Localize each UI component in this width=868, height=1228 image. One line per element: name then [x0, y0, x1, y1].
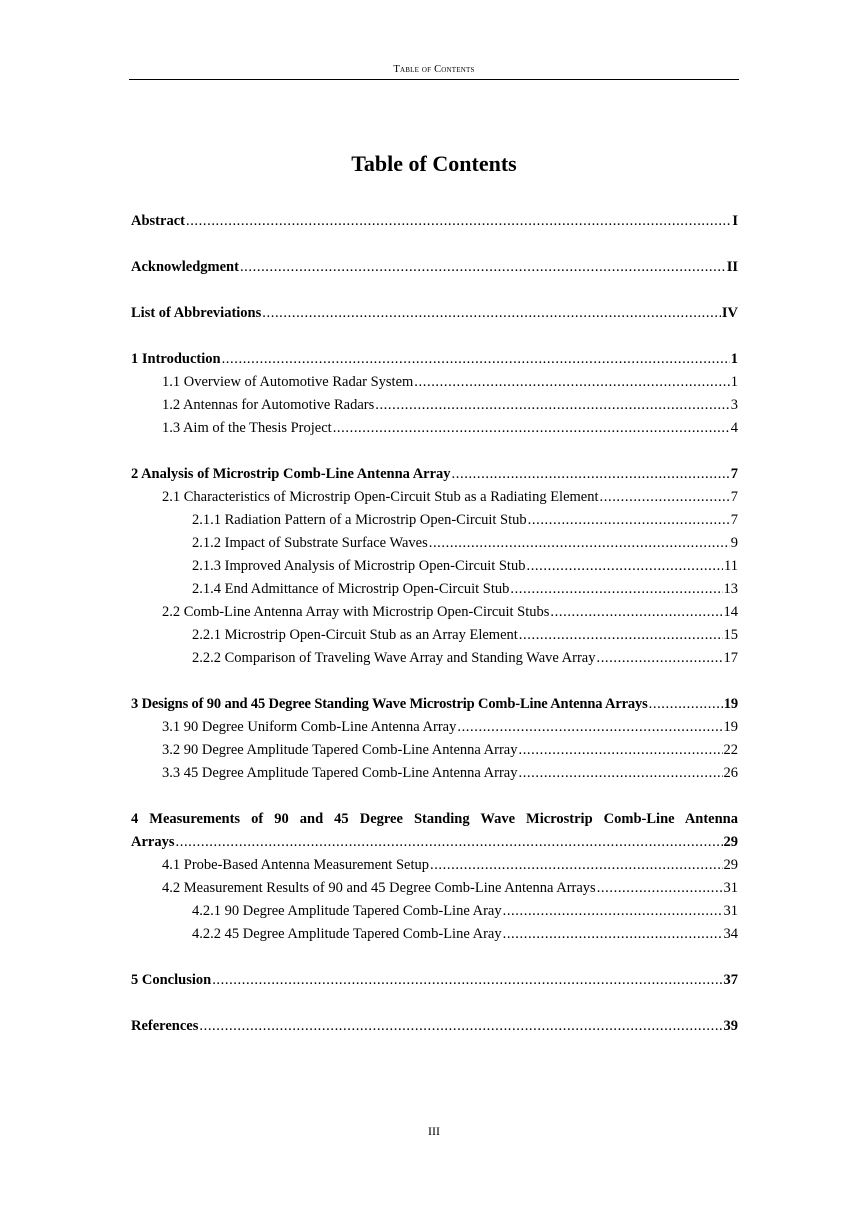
leader-dots: [503, 900, 723, 923]
leader-dots: [518, 762, 722, 785]
toc-entry-2-1[interactable]: [131, 486, 738, 509]
leader-dots: [199, 1015, 722, 1038]
toc-entry-page: 29: [723, 834, 738, 850]
spacer: [131, 279, 738, 302]
page-number: III: [428, 1124, 440, 1138]
leader-dots: [414, 371, 729, 394]
toc-entry-3-2[interactable]: [131, 739, 738, 762]
toc-entry-title: 3.1 90 Degree Uniform Comb-Line Antenna Array: [162, 719, 457, 735]
leader-dots: [526, 555, 723, 578]
leader-dots: [212, 969, 722, 992]
toc-entry-page: 39: [723, 1018, 738, 1034]
toc-entry-page: 4: [730, 420, 738, 436]
toc-entry-chapter-2[interactable]: [131, 463, 738, 486]
toc-entry-3-1[interactable]: [131, 716, 738, 739]
toc-entry-2-1-2[interactable]: [131, 532, 738, 555]
toc-entry-references[interactable]: [131, 1015, 738, 1038]
leader-dots: [186, 210, 731, 233]
toc-entry-chapter-4[interactable]: [131, 831, 738, 854]
leader-dots: [503, 923, 723, 946]
toc-entry-acknowledgment[interactable]: [131, 256, 738, 279]
toc-entry-chapter-1[interactable]: [131, 348, 738, 371]
toc-entry-page: 29: [723, 857, 738, 873]
leader-dots: [528, 509, 730, 532]
leader-dots: [240, 256, 726, 279]
spacer: [131, 670, 738, 693]
spacer: [131, 325, 738, 348]
leader-dots: [518, 739, 722, 762]
toc-entry-title: Acknowledgment: [131, 259, 239, 275]
toc-entry-title: 3.3 45 Degree Amplitude Tapered Comb-Line Antenna Array: [162, 765, 518, 781]
toc-entry-4-2-2[interactable]: [131, 923, 738, 946]
toc-entry-1-2[interactable]: [131, 394, 738, 417]
leader-dots: [596, 647, 722, 670]
leader-dots: [597, 877, 723, 900]
spacer: [131, 946, 738, 969]
toc-entry-title: Arrays: [131, 834, 175, 850]
toc-entry-page: I: [732, 213, 738, 229]
toc-entry-page: 19: [723, 696, 738, 712]
leader-dots: [452, 463, 730, 486]
leader-dots: [519, 624, 723, 647]
toc-entry-3-3[interactable]: [131, 762, 738, 785]
toc-entry-title: References: [131, 1018, 199, 1034]
leader-dots: [550, 601, 722, 624]
toc-entry-4-2[interactable]: [131, 877, 738, 900]
leader-dots: [262, 302, 721, 325]
leader-dots: [375, 394, 730, 417]
toc-entry-title: 2 Analysis of Microstrip Comb-Line Antenna Array: [131, 466, 451, 482]
toc-entry-title: Abstract: [131, 213, 185, 229]
toc-entry-page: IV: [721, 305, 738, 321]
toc-entry-page: 3: [730, 397, 738, 413]
toc-entry-page: 31: [723, 880, 738, 896]
toc-entry-abbreviations[interactable]: [131, 302, 738, 325]
toc-entry-title: 2.1.1 Radiation Pattern of a Microstrip Open-Circuit Stub: [192, 512, 527, 528]
toc-entry-title: 1.2 Antennas for Automotive Radars: [162, 397, 375, 413]
toc-entry-2-1-4[interactable]: [131, 578, 738, 601]
toc-entry-title: 4 Measurements of 90 and 45 Degree Standing Wave Microstrip Comb-Line Antenna: [131, 811, 738, 827]
toc-entry-page: 7: [730, 466, 738, 482]
toc-entry-page: 19: [723, 719, 738, 735]
toc-entry-2-1-3[interactable]: [131, 555, 738, 578]
toc-entry-page: 1: [730, 351, 738, 367]
toc-entry-page: 26: [723, 765, 738, 781]
toc-entry-page: 7: [730, 489, 738, 505]
toc-entry-title: 3.2 90 Degree Amplitude Tapered Comb-Line Antenna Array: [162, 742, 518, 758]
toc-entry-page: 34: [723, 926, 738, 942]
toc-entry-title: 2.2.1 Microstrip Open-Circuit Stub as an Array Element: [192, 627, 518, 643]
leader-dots: [457, 716, 722, 739]
toc-entry-2-2-2[interactable]: [131, 647, 738, 670]
toc-entry-page: 31: [723, 903, 738, 919]
toc-entry-title: 3 Designs of 90 and 45 Degree Standing Wave Microstrip Comb-Line Antenna Arrays: [131, 696, 648, 712]
toc-entry-page: 7: [730, 512, 738, 528]
leader-dots: [176, 831, 723, 854]
toc-entry-page: II: [726, 259, 738, 275]
leader-dots: [430, 854, 723, 877]
toc-entry-title: 4.2.2 45 Degree Amplitude Tapered Comb-Line Aray: [192, 926, 502, 942]
toc-entry-2-1-1[interactable]: [131, 509, 738, 532]
toc-entry-chapter-5[interactable]: [131, 969, 738, 992]
leader-dots: [649, 693, 723, 716]
toc-entry-1-1[interactable]: [131, 371, 738, 394]
toc-entry-2-2[interactable]: [131, 601, 738, 624]
toc-entry-page: 13: [723, 581, 738, 597]
toc-entry-title: 1 Introduction: [131, 351, 221, 367]
spacer: [131, 785, 738, 808]
toc-entry-abstract[interactable]: [131, 210, 738, 233]
table-of-contents: [131, 210, 738, 1038]
leader-dots: [222, 348, 730, 371]
toc-entry-page: 11: [724, 558, 738, 574]
toc-entry-chapter-4-line-1[interactable]: [131, 808, 738, 831]
toc-entry-title: 4.2.1 90 Degree Amplitude Tapered Comb-Line Aray: [192, 903, 502, 919]
header-rule: [129, 79, 739, 80]
leader-dots: [333, 417, 730, 440]
leader-dots: [429, 532, 730, 555]
toc-entry-page: 37: [723, 972, 738, 988]
running-header: [129, 64, 739, 75]
toc-entry-title: 2.1.3 Improved Analysis of Microstrip Open-Circuit Stub: [192, 558, 526, 574]
toc-entry-page: 9: [730, 535, 738, 551]
toc-entry-title: 4.2 Measurement Results of 90 and 45 Degree Comb-Line Antenna Arrays: [162, 880, 596, 896]
page-title: Table of Contents: [351, 151, 517, 176]
toc-entry-title: 5 Conclusion: [131, 972, 212, 988]
toc-entry-2-2-1[interactable]: [131, 624, 738, 647]
toc-entry-title: 1.1 Overview of Automotive Radar System: [162, 374, 414, 390]
toc-entry-title: 2.1 Characteristics of Microstrip Open-Circuit Stub as a Radiating Element: [162, 489, 599, 505]
toc-entry-title: 2.1.4 End Admittance of Microstrip Open-Circuit Stub: [192, 581, 510, 597]
toc-entry-4-2-1[interactable]: [131, 900, 738, 923]
spacer: [131, 440, 738, 463]
running-header-text: Table of Contents: [393, 64, 475, 75]
toc-entry-page: 22: [723, 742, 738, 758]
toc-entry-page: 17: [723, 650, 738, 666]
spacer: [131, 233, 738, 256]
toc-entry-1-3[interactable]: [131, 417, 738, 440]
toc-entry-title: List of Abbreviations: [131, 305, 262, 321]
toc-entry-chapter-3[interactable]: [131, 693, 738, 716]
toc-entry-page: 14: [723, 604, 738, 620]
toc-entry-title: 4.1 Probe-Based Antenna Measurement Setup: [162, 857, 429, 873]
leader-dots: [510, 578, 722, 601]
toc-entry-title: 2.2 Comb-Line Antenna Array with Microstrip Open-Circuit Stubs: [162, 604, 550, 620]
toc-entry-title: 2.2.2 Comparison of Traveling Wave Array and Standing Wave Array: [192, 650, 596, 666]
leader-dots: [600, 486, 730, 509]
spacer: [131, 992, 738, 1015]
toc-entry-page: 15: [723, 627, 738, 643]
toc-entry-4-1[interactable]: [131, 854, 738, 877]
toc-entry-title: 1.3 Aim of the Thesis Project: [162, 420, 332, 436]
toc-entry-title: 2.1.2 Impact of Substrate Surface Waves: [192, 535, 428, 551]
toc-entry-page: 1: [730, 374, 738, 390]
